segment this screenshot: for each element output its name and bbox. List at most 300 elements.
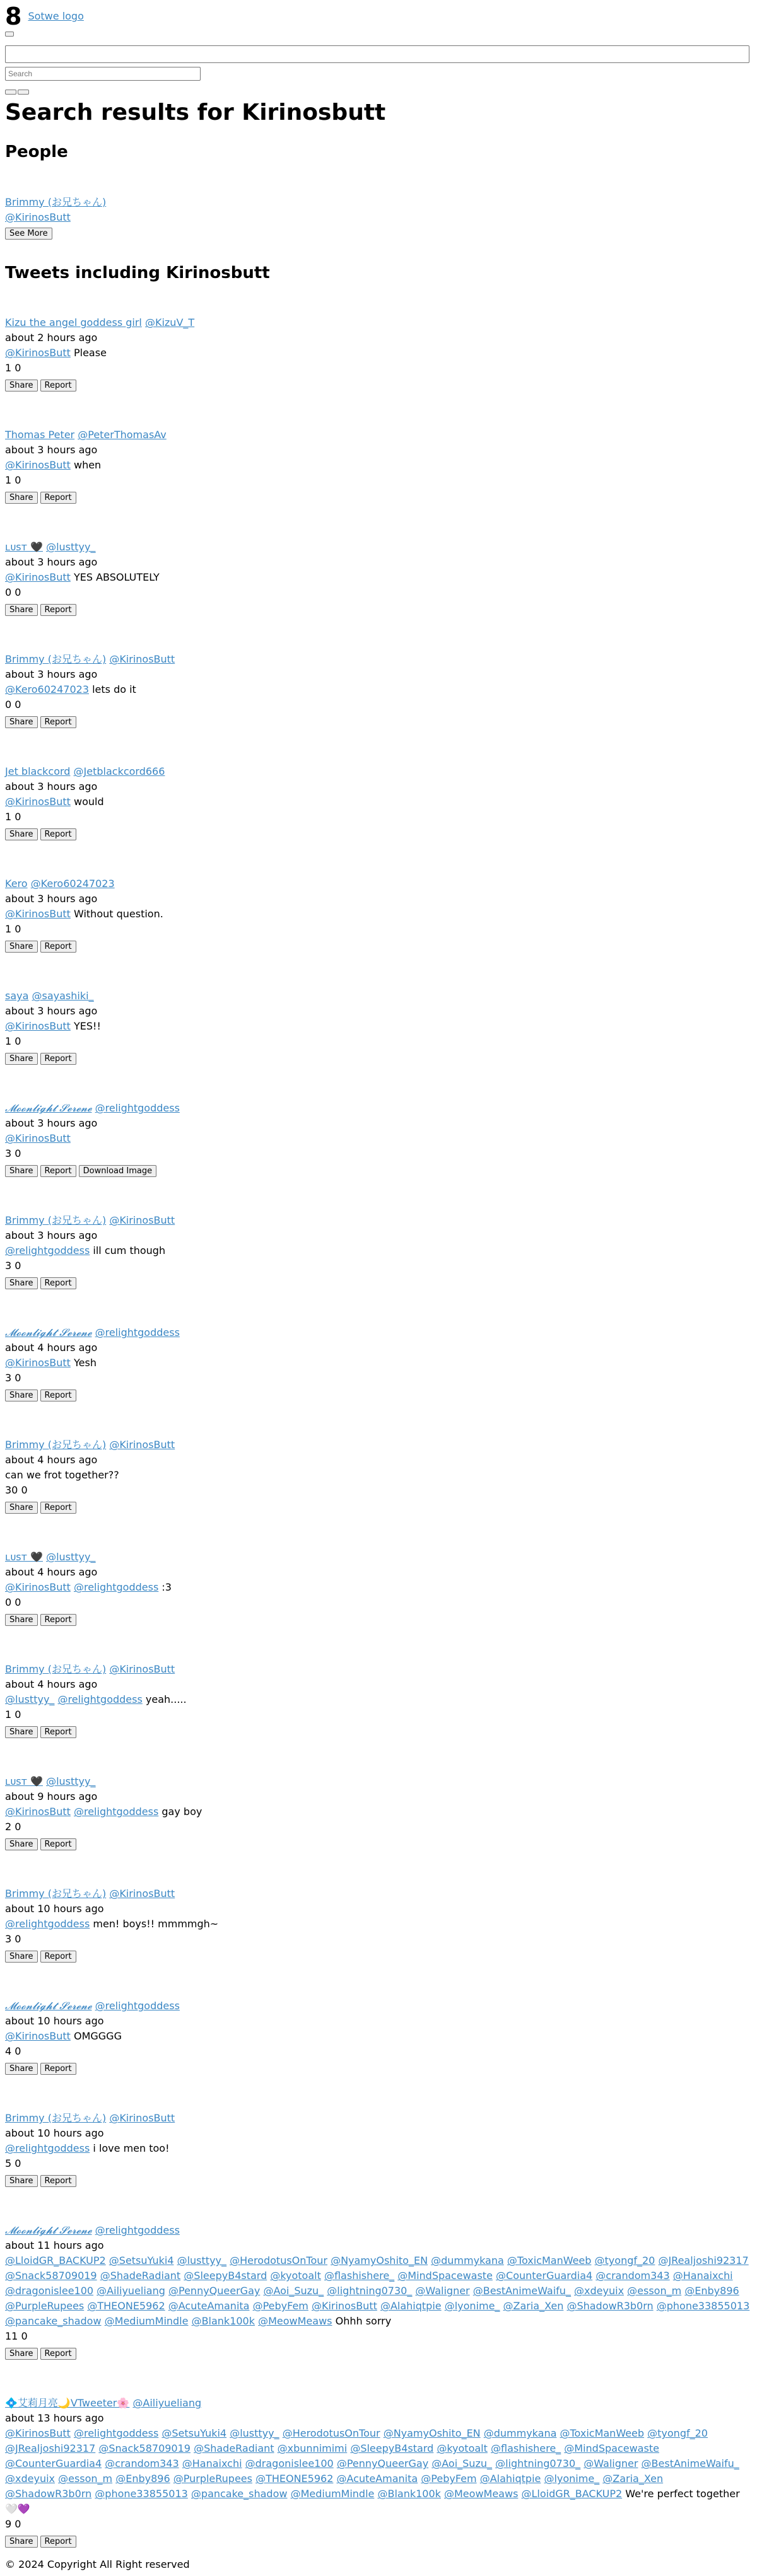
tweet-body <box>5 1131 752 1146</box>
tweet-mention-link[interactable]: @JRealjoshi92317 <box>658 2254 749 2267</box>
share-button[interactable]: Share <box>5 716 38 728</box>
tweet-author-name-link[interactable]: 𝓜𝓸𝓸𝓷𝓵𝓲𝓰𝓱𝓽 𝓢𝓮𝓻𝓮𝓷𝓮 <box>5 2224 92 2237</box>
tweet-timestamp: about 3 hours ago <box>5 1229 98 1242</box>
tweet-author-line <box>5 1886 752 1901</box>
tweet-timestamp: about 3 hours ago <box>5 893 98 905</box>
tweet-stats: 1 0 <box>5 811 21 823</box>
tweet-mention-link[interactable]: @esson_m <box>627 2285 682 2297</box>
tweet-mention-link[interactable]: @relightgoddess <box>73 2427 159 2440</box>
tweet-author-line <box>5 1550 752 1565</box>
tweet-author-handle-link[interactable]: @lusttyy_ <box>46 1551 96 1564</box>
tweet-mention-link[interactable]: @THEONE5962 <box>87 2300 165 2312</box>
tweet-timestamp: about 3 hours ago <box>5 668 98 681</box>
report-button[interactable]: Report <box>40 1614 76 1626</box>
tweet-author-name-link[interactable]: ʟᴜꜱᴛ 🖤 <box>5 1775 43 1788</box>
tweet-actions <box>5 714 752 729</box>
tweet-mention-link[interactable]: @ShadeRadiant <box>194 2442 274 2455</box>
tweet-mention-link[interactable]: @SetsuYuki4 <box>109 2254 174 2267</box>
report-button[interactable]: Report <box>40 2175 76 2187</box>
tweet-mention-link[interactable]: @Zaria_Xen <box>602 2473 664 2485</box>
share-button[interactable]: Share <box>5 604 38 616</box>
report-button[interactable]: Report <box>40 2536 76 2548</box>
report-button[interactable]: Report <box>40 716 76 728</box>
tweet-mention-link[interactable]: @Hanaixchi <box>182 2457 242 2470</box>
tweet-mention-link[interactable]: @ToxicManWeeb <box>507 2254 592 2267</box>
tweet-timestamp: about 3 hours ago <box>5 556 98 569</box>
share-button[interactable]: Share <box>5 2175 38 2187</box>
report-button[interactable]: Report <box>40 1053 76 1065</box>
report-button[interactable]: Report <box>40 1165 76 1177</box>
tweet-mention-link[interactable]: @pancake_shadow <box>5 2315 102 2328</box>
tweet-mention-link[interactable]: @Aoi_Suzu_ <box>431 2457 492 2470</box>
clear-search-button[interactable] <box>18 90 29 95</box>
tweet-actions <box>5 1499 752 1514</box>
tweet-mention-link[interactable]: @relightgoddess <box>57 1693 143 1706</box>
tweet-mention-link[interactable]: @dragonislee100 <box>5 2285 94 2297</box>
tweet-text: can we frot together?? <box>5 1469 119 1482</box>
tweet-author-name-link[interactable]: Brimmy (お兄ちゃん) <box>5 653 107 666</box>
tweet-mention-link[interactable]: @KirinosButt <box>5 347 71 359</box>
tweet-mention-link[interactable]: @lyonime_ <box>544 2473 600 2485</box>
tweet-mention-link[interactable]: @xbunnimimi <box>277 2442 348 2455</box>
tweet-mention-link[interactable]: @Kero60247023 <box>5 683 89 696</box>
share-button[interactable]: Share <box>5 380 38 392</box>
tweet-mention-link[interactable]: @lightning0730_ <box>495 2457 581 2470</box>
tweet-author-name-link[interactable]: Jet blackcord <box>5 765 71 778</box>
tweet-timestamp: about 3 hours ago <box>5 780 98 793</box>
tweet-actions <box>5 377 752 392</box>
tweet-mention-link[interactable]: @PebyFem <box>252 2300 308 2312</box>
tweet-author-name-link[interactable]: Brimmy (お兄ちゃん) <box>5 1888 107 1900</box>
tweet-mention-link[interactable]: @KirinosButt <box>5 1132 71 1145</box>
tweet-mention-link[interactable]: @KirinosButt <box>5 1020 71 1033</box>
tweet-actions <box>5 1050 752 1065</box>
menu-toggle-button[interactable] <box>5 32 14 37</box>
share-button[interactable]: Share <box>5 1502 38 1514</box>
tweet-actions <box>5 489 752 504</box>
tweet-author-handle-link[interactable]: @relightgoddess <box>95 1326 180 1339</box>
tweet-author-handle-link[interactable]: @Jetblackcord666 <box>73 765 165 778</box>
tweet-author-handle-link[interactable]: @KirinosButt <box>109 1663 175 1676</box>
tweet-author-line <box>5 315 752 330</box>
tweet-mention-link[interactable]: @Aoi_Suzu_ <box>263 2285 324 2297</box>
report-button[interactable]: Report <box>40 1390 76 1401</box>
share-button[interactable]: Share <box>5 2063 38 2075</box>
tweet-author-line <box>5 1437 752 1453</box>
tweet-stats: 3 0 <box>5 1260 21 1272</box>
tweet-timestamp: about 3 hours ago <box>5 1005 98 1018</box>
tweet-mention-link[interactable]: @CounterGuardia4 <box>5 2457 102 2470</box>
tweet-body <box>5 2253 752 2329</box>
tweet-mention-link[interactable]: @MediumMindle <box>104 2315 189 2328</box>
tweet-author-name-link[interactable]: Brimmy (お兄ちゃん) <box>5 2112 107 2125</box>
tweet-mention-link[interactable]: @Alahiqtpie <box>479 2473 541 2485</box>
report-button[interactable]: Report <box>40 941 76 953</box>
tweet-text: YES ABSOLUTELY <box>73 571 160 584</box>
tweet-mention-link[interactable]: @flashishere_ <box>324 2270 395 2282</box>
tweet-timestamp: about 10 hours ago <box>5 1903 104 1915</box>
person-card <box>5 195 752 225</box>
tweet-body <box>5 1019 752 1034</box>
tweet-item <box>5 427 752 504</box>
tweet-item <box>5 652 752 729</box>
tweet-mention-link[interactable]: @Ailiyueliang <box>97 2285 165 2297</box>
tweet-item <box>5 1662 752 1739</box>
tweet-text: lets do it <box>92 683 136 696</box>
tweet-author-handle-link[interactable]: @relightgoddess <box>95 2224 180 2237</box>
tweet-mention-link[interactable]: @PurpleRupees <box>173 2473 252 2485</box>
tweet-mention-link[interactable]: @MindSpacewaste <box>397 2270 493 2282</box>
tweet-item <box>5 1213 752 1290</box>
tweet-text: yeah..... <box>145 1693 187 1706</box>
tweet-text: OMGGGG <box>73 2030 122 2043</box>
tweet-mention-link[interactable]: @SleepyB4stard <box>350 2442 434 2455</box>
tweet-mention-link[interactable]: @LloidGR_BACKUP2 <box>521 2488 623 2500</box>
tweet-item <box>5 1101 752 1178</box>
report-button[interactable]: Report <box>40 604 76 616</box>
tweet-author-handle-link[interactable]: @KizuV_T <box>144 316 195 329</box>
tweet-mention-link[interactable]: @dummykana <box>431 2254 504 2267</box>
report-button[interactable]: Report <box>40 2063 76 2075</box>
tweet-text: :3 <box>161 1581 172 1594</box>
report-button[interactable]: Report <box>40 2348 76 2360</box>
tweet-mention-link[interactable]: @ToxicManWeeb <box>560 2427 645 2440</box>
share-button[interactable]: Share <box>5 1726 38 1738</box>
tweet-mention-link[interactable]: @Waligner <box>415 2285 470 2297</box>
tweet-author-name-link[interactable]: Kero <box>5 878 28 890</box>
tweet-mention-link[interactable]: @Snack58709019 <box>5 2270 97 2282</box>
tweet-mention-link[interactable]: @KirinosButt <box>5 1357 71 1369</box>
share-button[interactable]: Share <box>5 1277 38 1289</box>
share-button[interactable]: Share <box>5 1165 38 1177</box>
tweet-stats: 3 0 <box>5 1933 21 1946</box>
share-button[interactable]: Share <box>5 1838 38 1850</box>
tweet-author-handle-link[interactable]: @Kero60247023 <box>30 878 115 890</box>
tweet-mention-link[interactable]: @MindSpacewaste <box>564 2442 659 2455</box>
tweet-mention-link[interactable]: @Hanaixchi <box>672 2270 733 2282</box>
tweet-mention-link[interactable]: @lusttyy_ <box>177 2254 226 2267</box>
tweet-mention-link[interactable]: @LloidGR_BACKUP2 <box>5 2254 106 2267</box>
tweet-text: We're perfect together 🤍💜 <box>5 2488 740 2515</box>
tweet-author-handle-link[interactable]: @KirinosButt <box>109 1888 175 1900</box>
tweet-mention-link[interactable]: @KirinosButt <box>5 459 71 472</box>
tweet-author-line <box>5 1662 752 1677</box>
tweet-mention-link[interactable]: @crandom343 <box>105 2457 179 2470</box>
tweet-mention-link[interactable]: @MeowMeaws <box>444 2488 519 2500</box>
share-button[interactable]: Share <box>5 828 38 840</box>
search-input[interactable] <box>5 67 201 81</box>
tweet-body <box>5 794 752 809</box>
tweet-item <box>5 2111 752 2188</box>
tweet-stats: 30 0 <box>5 1484 28 1497</box>
tweet-mention-link[interactable]: @THEONE5962 <box>255 2473 334 2485</box>
tweet-mention-link[interactable]: @Waligner <box>584 2457 638 2470</box>
tweet-author-name-link[interactable]: Kizu the angel goddess girl <box>5 316 142 329</box>
share-button[interactable]: Share <box>5 1614 38 1626</box>
tweet-mention-link[interactable]: @Enby896 <box>684 2285 739 2297</box>
tweet-mention-link[interactable]: @ShadowR3b0rn <box>5 2488 92 2500</box>
tweet-text: Without question. <box>73 908 163 920</box>
tweet-mention-link[interactable]: @relightgoddess <box>5 1918 90 1930</box>
report-button[interactable]: Report <box>40 1838 76 1850</box>
tweet-mention-link[interactable]: @kyotoalt <box>270 2270 321 2282</box>
report-button[interactable]: Report <box>40 1502 76 1514</box>
tweet-author-name-link[interactable]: saya <box>5 990 29 1002</box>
tweet-mention-link[interactable]: @pancake_shadow <box>191 2488 288 2500</box>
tweet-text: would <box>73 796 104 808</box>
tweet-author-line <box>5 427 752 443</box>
person-name-link[interactable]: Brimmy (お兄ちゃん) <box>5 195 107 208</box>
tweet-actions <box>5 1724 752 1739</box>
tweet-mention-link[interactable]: @KirinosButt <box>5 1806 71 1818</box>
tweet-author-name-link[interactable]: 💠艾莉月亮🌙VTweeter🌸 <box>5 2397 130 2410</box>
tweet-mention-link[interactable]: @KirinosButt <box>5 2427 71 2440</box>
tweet-author-handle-link[interactable]: @PeterThomasAv <box>78 429 167 441</box>
tweet-item <box>5 1886 752 1963</box>
tweet-mention-link[interactable]: @MeowMeaws <box>258 2315 332 2328</box>
report-button[interactable]: Report <box>40 380 76 392</box>
report-button[interactable]: Report <box>40 1951 76 1963</box>
tweet-mention-link[interactable]: @Blank100k <box>377 2488 441 2500</box>
person-handle-link[interactable]: @KirinosButt <box>5 211 71 223</box>
tweet-body <box>5 2029 752 2044</box>
share-button[interactable]: Share <box>5 1390 38 1401</box>
share-button[interactable]: Share <box>5 492 38 504</box>
tweet-stats: 1 0 <box>5 362 21 374</box>
tweet-mention-link[interactable]: @Snack58709019 <box>98 2442 191 2455</box>
search-button[interactable] <box>5 90 16 95</box>
tweet-mention-link[interactable]: @kyotoalt <box>437 2442 488 2455</box>
tweet-actions <box>5 2345 752 2360</box>
tweet-text: when <box>73 459 102 472</box>
tweet-stats: 2 0 <box>5 1821 21 1833</box>
tweet-author-handle-link[interactable]: @lusttyy_ <box>46 541 96 554</box>
tweet-mention-link[interactable]: @PennyQueerGay <box>168 2285 261 2297</box>
tweet-mention-link[interactable]: @lightning0730_ <box>327 2285 413 2297</box>
tweet-author-name-link[interactable]: 𝓜𝓸𝓸𝓷𝓵𝓲𝓰𝓱𝓽 𝓢𝓮𝓻𝓮𝓷𝓮 <box>5 1102 92 1115</box>
report-button[interactable]: Report <box>40 1726 76 1738</box>
tweet-timestamp: about 9 hours ago <box>5 1790 98 1803</box>
report-button[interactable]: Report <box>40 828 76 840</box>
tweet-mention-link[interactable]: @ShadeRadiant <box>100 2270 181 2282</box>
header-search-bar[interactable] <box>5 45 749 63</box>
tweet-item <box>5 2396 752 2548</box>
tweet-mention-link[interactable]: @xdeyuix <box>5 2473 55 2485</box>
share-button[interactable]: Share <box>5 1053 38 1065</box>
top-bar <box>5 4 752 29</box>
tweet-actions <box>5 1948 752 1963</box>
tweet-author-handle-link[interactable]: @KirinosButt <box>109 1439 175 1451</box>
tweet-mention-link[interactable]: @flashishere_ <box>490 2442 561 2455</box>
tweet-timestamp: about 10 hours ago <box>5 2127 104 2140</box>
tweet-mention-link[interactable]: @CounterGuardia4 <box>496 2270 593 2282</box>
tweet-timestamp: about 4 hours ago <box>5 1342 98 1354</box>
tweet-mention-link[interactable]: @Blank100k <box>191 2315 255 2328</box>
tweet-author-name-link[interactable]: Brimmy (お兄ちゃん) <box>5 1214 107 1227</box>
tweet-author-line <box>5 1325 752 1340</box>
share-button[interactable]: Share <box>5 1951 38 1963</box>
tweet-actions <box>5 2173 752 2188</box>
sotwe-logo-icon[interactable]: 8 <box>5 3 22 30</box>
tweet-author-name-link[interactable]: Thomas Peter <box>5 429 75 441</box>
tweet-author-handle-link[interactable]: @lusttyy_ <box>46 1775 96 1788</box>
tweet-stats: 4 0 <box>5 2045 21 2058</box>
tweet-body <box>5 907 752 922</box>
tweet-stats: 3 0 <box>5 1372 21 1384</box>
tweet-mention-link[interactable]: @lusttyy_ <box>5 1693 55 1706</box>
tweet-timestamp: about 10 hours ago <box>5 2015 104 2028</box>
tweet-actions <box>5 601 752 617</box>
tweet-mention-link[interactable]: @KirinosButt <box>5 1581 71 1594</box>
tweet-mention-link[interactable]: @relightgoddess <box>73 1581 159 1594</box>
tweet-body <box>5 1917 752 1932</box>
tweet-text: i love men too! <box>93 2142 170 2155</box>
footer-copyright: © 2024 Copyright All Right reserved <box>5 2558 190 2571</box>
tweet-author-name-link[interactable]: 𝓜𝓸𝓸𝓷𝓵𝓲𝓰𝓱𝓽 𝓢𝓮𝓻𝓮𝓷𝓮 <box>5 2000 92 2012</box>
tweet-item <box>5 989 752 1065</box>
tweet-text: gay boy <box>161 1806 202 1818</box>
share-button[interactable]: Share <box>5 2348 38 2360</box>
page-title: Search results for Kirinosbutt <box>5 100 386 125</box>
tweet-mention-link[interactable]: @BestAnimeWaifu_ <box>641 2457 739 2470</box>
download-image-button[interactable]: Download Image <box>79 1165 156 1177</box>
tweet-mention-link[interactable]: @PebyFem <box>421 2473 477 2485</box>
tweet-body <box>5 1355 752 1371</box>
tweet-mention-link[interactable]: @PennyQueerGay <box>336 2457 429 2470</box>
tweet-mention-link[interactable]: @HerodotusOnTour <box>282 2427 380 2440</box>
tweet-item <box>5 1325 752 1402</box>
tweet-author-name-link[interactable]: ʟᴜꜱᴛ 🖤 <box>5 1551 43 1564</box>
tweet-mention-link[interactable]: @BestAnimeWaifu_ <box>472 2285 571 2297</box>
tweet-mention-link[interactable]: @Zaria_Xen <box>503 2300 564 2312</box>
tweet-mention-link[interactable]: @phone33855013 <box>95 2488 188 2500</box>
tweet-author-handle-link[interactable]: @relightgoddess <box>95 1102 180 1115</box>
tweet-mention-link[interactable]: @KirinosButt <box>5 796 71 808</box>
tweet-author-handle-link[interactable]: @sayashiki_ <box>32 990 94 1002</box>
tweet-author-handle-link[interactable]: @KirinosButt <box>109 653 175 666</box>
tweet-author-name-link[interactable]: Brimmy (お兄ちゃん) <box>5 1663 107 1676</box>
tweet-stats: 9 0 <box>5 2518 21 2531</box>
tweet-mention-link[interactable]: @JRealjoshi92317 <box>5 2442 96 2455</box>
report-button[interactable]: Report <box>40 492 76 504</box>
tweet-stats: 11 0 <box>5 2330 28 2343</box>
tweet-mention-link[interactable]: @KirinosButt <box>5 2030 71 2043</box>
tweet-mention-link[interactable]: @MediumMindle <box>290 2488 375 2500</box>
tweet-actions <box>5 1387 752 1402</box>
tweet-text: Please <box>73 347 107 359</box>
tweet-text: Ohhh sorry <box>335 2315 392 2328</box>
tweet-item <box>5 1437 752 1514</box>
tweet-timestamp: about 13 hours ago <box>5 2412 104 2425</box>
tweet-stats: 3 0 <box>5 1147 21 1160</box>
tweet-mention-link[interactable]: @KirinosButt <box>311 2300 377 2312</box>
tweet-author-line <box>5 540 752 555</box>
share-button[interactable]: Share <box>5 2536 38 2548</box>
tweet-author-handle-link[interactable]: @KirinosButt <box>109 2112 175 2125</box>
tweet-author-line <box>5 876 752 891</box>
tweet-stats: 1 0 <box>5 1709 21 1721</box>
tweet-timestamp: about 3 hours ago <box>5 444 98 456</box>
tweet-mention-link[interactable]: @HerodotusOnTour <box>230 2254 327 2267</box>
tweet-author-line <box>5 2223 752 2238</box>
tweet-mention-link[interactable]: @lusttyy_ <box>230 2427 279 2440</box>
tweet-mention-link[interactable]: @KirinosButt <box>5 571 71 584</box>
tweet-item <box>5 540 752 617</box>
tweet-mention-link[interactable]: @AcuteAmanita <box>336 2473 418 2485</box>
tweet-author-line <box>5 2396 752 2411</box>
tweet-mention-link[interactable]: @relightgoddess <box>5 1244 90 1257</box>
tweet-author-handle-link[interactable]: @KirinosButt <box>109 1214 175 1227</box>
tweet-mention-link[interactable]: @lyonime_ <box>444 2300 500 2312</box>
tweet-mention-link[interactable]: @SetsuYuki4 <box>161 2427 227 2440</box>
tweet-mention-link[interactable]: @relightgoddess <box>5 2142 90 2155</box>
tweet-text: ill cum though <box>93 1244 166 1257</box>
tweet-item <box>5 1999 752 2075</box>
tweet-body <box>5 570 752 585</box>
tweet-author-name-link[interactable]: Brimmy (お兄ちゃん) <box>5 1439 107 1451</box>
tweet-item <box>5 1550 752 1627</box>
tweet-mention-link[interactable]: @AcuteAmanita <box>168 2300 250 2312</box>
tweet-mention-link[interactable]: @ShadowR3b0rn <box>566 2300 654 2312</box>
tweet-body <box>5 2426 752 2517</box>
tweet-mention-link[interactable]: @Enby896 <box>115 2473 170 2485</box>
tweet-author-line <box>5 1999 752 2014</box>
tweet-mention-link[interactable]: @NyamyOshito_EN <box>331 2254 428 2267</box>
tweet-mention-link[interactable]: @relightgoddess <box>73 1806 159 1818</box>
tweet-author-line <box>5 1774 752 1789</box>
tweet-mention-link[interactable]: @dragonislee100 <box>245 2457 334 2470</box>
tweet-mention-link[interactable]: @tyongf_20 <box>594 2254 655 2267</box>
tweet-mention-link[interactable]: @PurpleRupees <box>5 2300 85 2312</box>
report-button[interactable]: Report <box>40 1277 76 1289</box>
tweet-timestamp: about 2 hours ago <box>5 332 98 344</box>
tweet-mention-link[interactable]: @crandom343 <box>596 2270 670 2282</box>
tweet-body <box>5 458 752 473</box>
tweet-stats: 0 0 <box>5 699 21 711</box>
tweet-actions <box>5 938 752 953</box>
tweets-heading: Tweets including Kirinosbutt <box>5 263 270 282</box>
tweet-mention-link[interactable]: @tyongf_20 <box>647 2427 708 2440</box>
tweet-stats: 0 0 <box>5 586 21 599</box>
tweet-author-handle-link[interactable]: @relightgoddess <box>95 2000 180 2012</box>
see-more-button[interactable]: See More <box>5 228 52 240</box>
tweet-body <box>5 1580 752 1595</box>
tweet-mention-link[interactable]: @xdeyuix <box>574 2285 625 2297</box>
tweet-timestamp: about 3 hours ago <box>5 1117 98 1130</box>
logo-image-link[interactable]: Sotwe logo <box>28 10 84 22</box>
tweet-author-name-link[interactable]: 𝓜𝓸𝓸𝓷𝓵𝓲𝓰𝓱𝓽 𝓢𝓮𝓻𝓮𝓷𝓮 <box>5 1326 92 1339</box>
tweet-mention-link[interactable]: @esson_m <box>58 2473 113 2485</box>
tweet-text: men! boys!! mmmmgh~ <box>93 1918 219 1930</box>
tweet-body <box>5 2141 752 2156</box>
share-button[interactable]: Share <box>5 941 38 953</box>
tweet-text: YES!! <box>73 1020 101 1033</box>
tweet-body <box>5 345 752 361</box>
tweet-list <box>5 315 752 2548</box>
tweet-mention-link[interactable]: @SleepyB4stard <box>184 2270 267 2282</box>
tweet-author-line <box>5 1101 752 1116</box>
tweet-body <box>5 1692 752 1707</box>
tweet-mention-link[interactable]: @KirinosButt <box>5 908 71 920</box>
tweet-mention-link[interactable]: @NyamyOshito_EN <box>383 2427 481 2440</box>
tweet-author-name-link[interactable]: ʟᴜꜱᴛ 🖤 <box>5 541 43 554</box>
tweet-author-handle-link[interactable]: @Ailiyueliang <box>132 2397 202 2410</box>
people-section <box>5 142 752 240</box>
tweet-mention-link[interactable]: @phone33855013 <box>656 2300 750 2312</box>
search-controls <box>5 90 752 95</box>
tweet-mention-link[interactable]: @Alahiqtpie <box>380 2300 442 2312</box>
tweet-mention-link[interactable]: @dummykana <box>483 2427 557 2440</box>
